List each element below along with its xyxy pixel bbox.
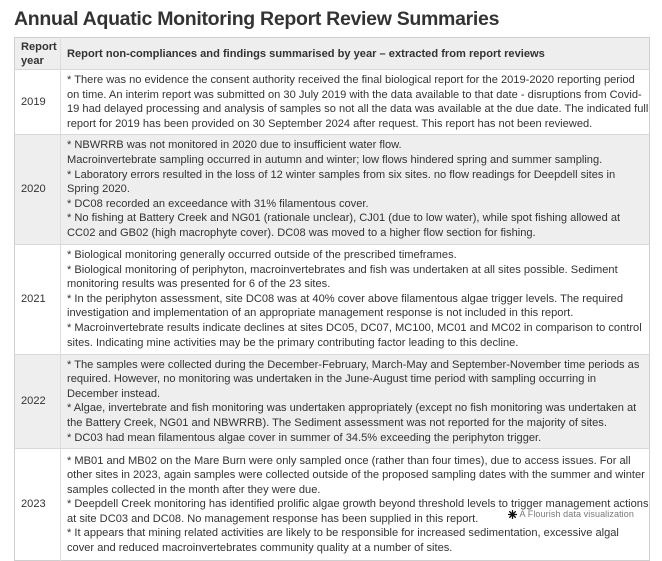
finding-line: * MB01 and MB02 on the Mare Burn were only sampled once (rather than four times), due to access issues. For all other sites in 2023, again samples were collected outside of the proposed sampling dates with the summer and winter samples collected in the month after they were due. [67, 454, 645, 496]
findings-cell [61, 70, 650, 135]
flourish-icon [508, 510, 517, 519]
table-row [15, 135, 650, 244]
year-cell: 2019 [15, 70, 61, 135]
findings-cell [61, 135, 650, 244]
header-report-year: Report year [15, 38, 61, 70]
finding-line: * DC08 recorded an exceedance with 31% filamentous cover. [67, 197, 369, 210]
findings-cell [61, 354, 650, 449]
finding-line: * Macroinvertebrate results indicate declines at sites DC05, DC07, MC100, MC01 and MC02 in comparison to control sites. Indicating mine activities may be the primary contributing factor leading to this decline. [67, 321, 642, 349]
finding-line: * There was no evidence the consent authority received the final biological report for the 2019-2020 reporting period on time. An interim report was submitted on 30 July 2019 with the data available to that date - disruptions from Covid-19 had delayed processing and analysis of samples so not all the data was available at the due date. The indicated full report for 2019 has been provided on 30 September 2024 after request. This report has not been reviewed. [67, 74, 649, 130]
table-row [15, 449, 650, 561]
finding-line: * Algae, invertebrate and fish monitoring was undertaken appropriately (except no fish monitoring was undertaken at the Battery Creek, NG01 and NBWRRB). The Sediment assessment was not reported for the majority of sites. [67, 402, 637, 429]
finding-line: * Biological monitoring of periphyton, macroinvertebrates and fish was undertaken at all sites possible. Sediment monitoring results was presented for 6 of the 23 sites. [67, 263, 618, 291]
finding-line: * No fishing at Battery Creek and NG01 (rationale unclear), CJ01 (due to low water), while spot fishing allowed at CC02 and GB02 (high macrophyte cover). DC08 was moved to a higher flow section for fishing. [67, 212, 621, 239]
finding-line: * Deepdell Creek monitoring has identified prolific algae growth beyond threshold levels to trigger management actions at site DC03 and DC08. No management response has been supplied in this report. [67, 498, 649, 525]
findings-cell [61, 244, 650, 354]
flourish-credit-link[interactable] [508, 509, 634, 519]
year-cell: 2023 [15, 449, 61, 561]
header-findings: Report non-compliances and findings summarised by year – extracted from report reviews [61, 38, 650, 70]
page-title: Annual Aquatic Monitoring Report Review Summaries [14, 8, 500, 30]
table-row [15, 70, 650, 135]
finding-line: * NBWRRB was not monitored in 2020 due to insufficient water flow. [67, 139, 402, 152]
table-row [15, 244, 650, 354]
table-header-row [15, 38, 650, 70]
finding-line: * It appears that mining related activities are likely to be responsible for increased sedimentation, excessive algal cover and reduced macroinvertebrates community quality at a number of sites. [67, 527, 619, 555]
findings-cell [61, 449, 650, 561]
finding-line: * In the periphyton assessment, site DC08 was at 40% cover above filamentous algae trigger levels. The required investigation and implementation of an appropriate management response is not included in this report. [67, 292, 624, 320]
summary-table [14, 37, 650, 561]
finding-line: * DC03 had mean filamentous algae cover in summer of 34.5% exceeding the periphyton trigger. [67, 431, 542, 444]
year-cell: 2020 [15, 135, 61, 244]
table-row [15, 354, 650, 449]
finding-line: Macroinvertebrate sampling occurred in autumn and winter; low flows hindered spring and summer sampling. [67, 153, 603, 166]
year-cell: 2022 [15, 354, 61, 449]
finding-line: * Laboratory errors resulted in the loss of 12 winter samples from six sites. no flow readings for Deepdell sites in Spring 2020. [67, 168, 616, 196]
flourish-credit-label: A Flourish data visualization [519, 509, 634, 519]
finding-line: * The samples were collected during the December-February, March-May and September-November time periods as required. However, no monitoring was undertaken in the June-August time period with sampling occurring in December instead. [67, 358, 640, 400]
finding-line: * Biological monitoring generally occurred outside of the prescribed timeframes. [67, 248, 457, 261]
year-cell: 2021 [15, 244, 61, 354]
